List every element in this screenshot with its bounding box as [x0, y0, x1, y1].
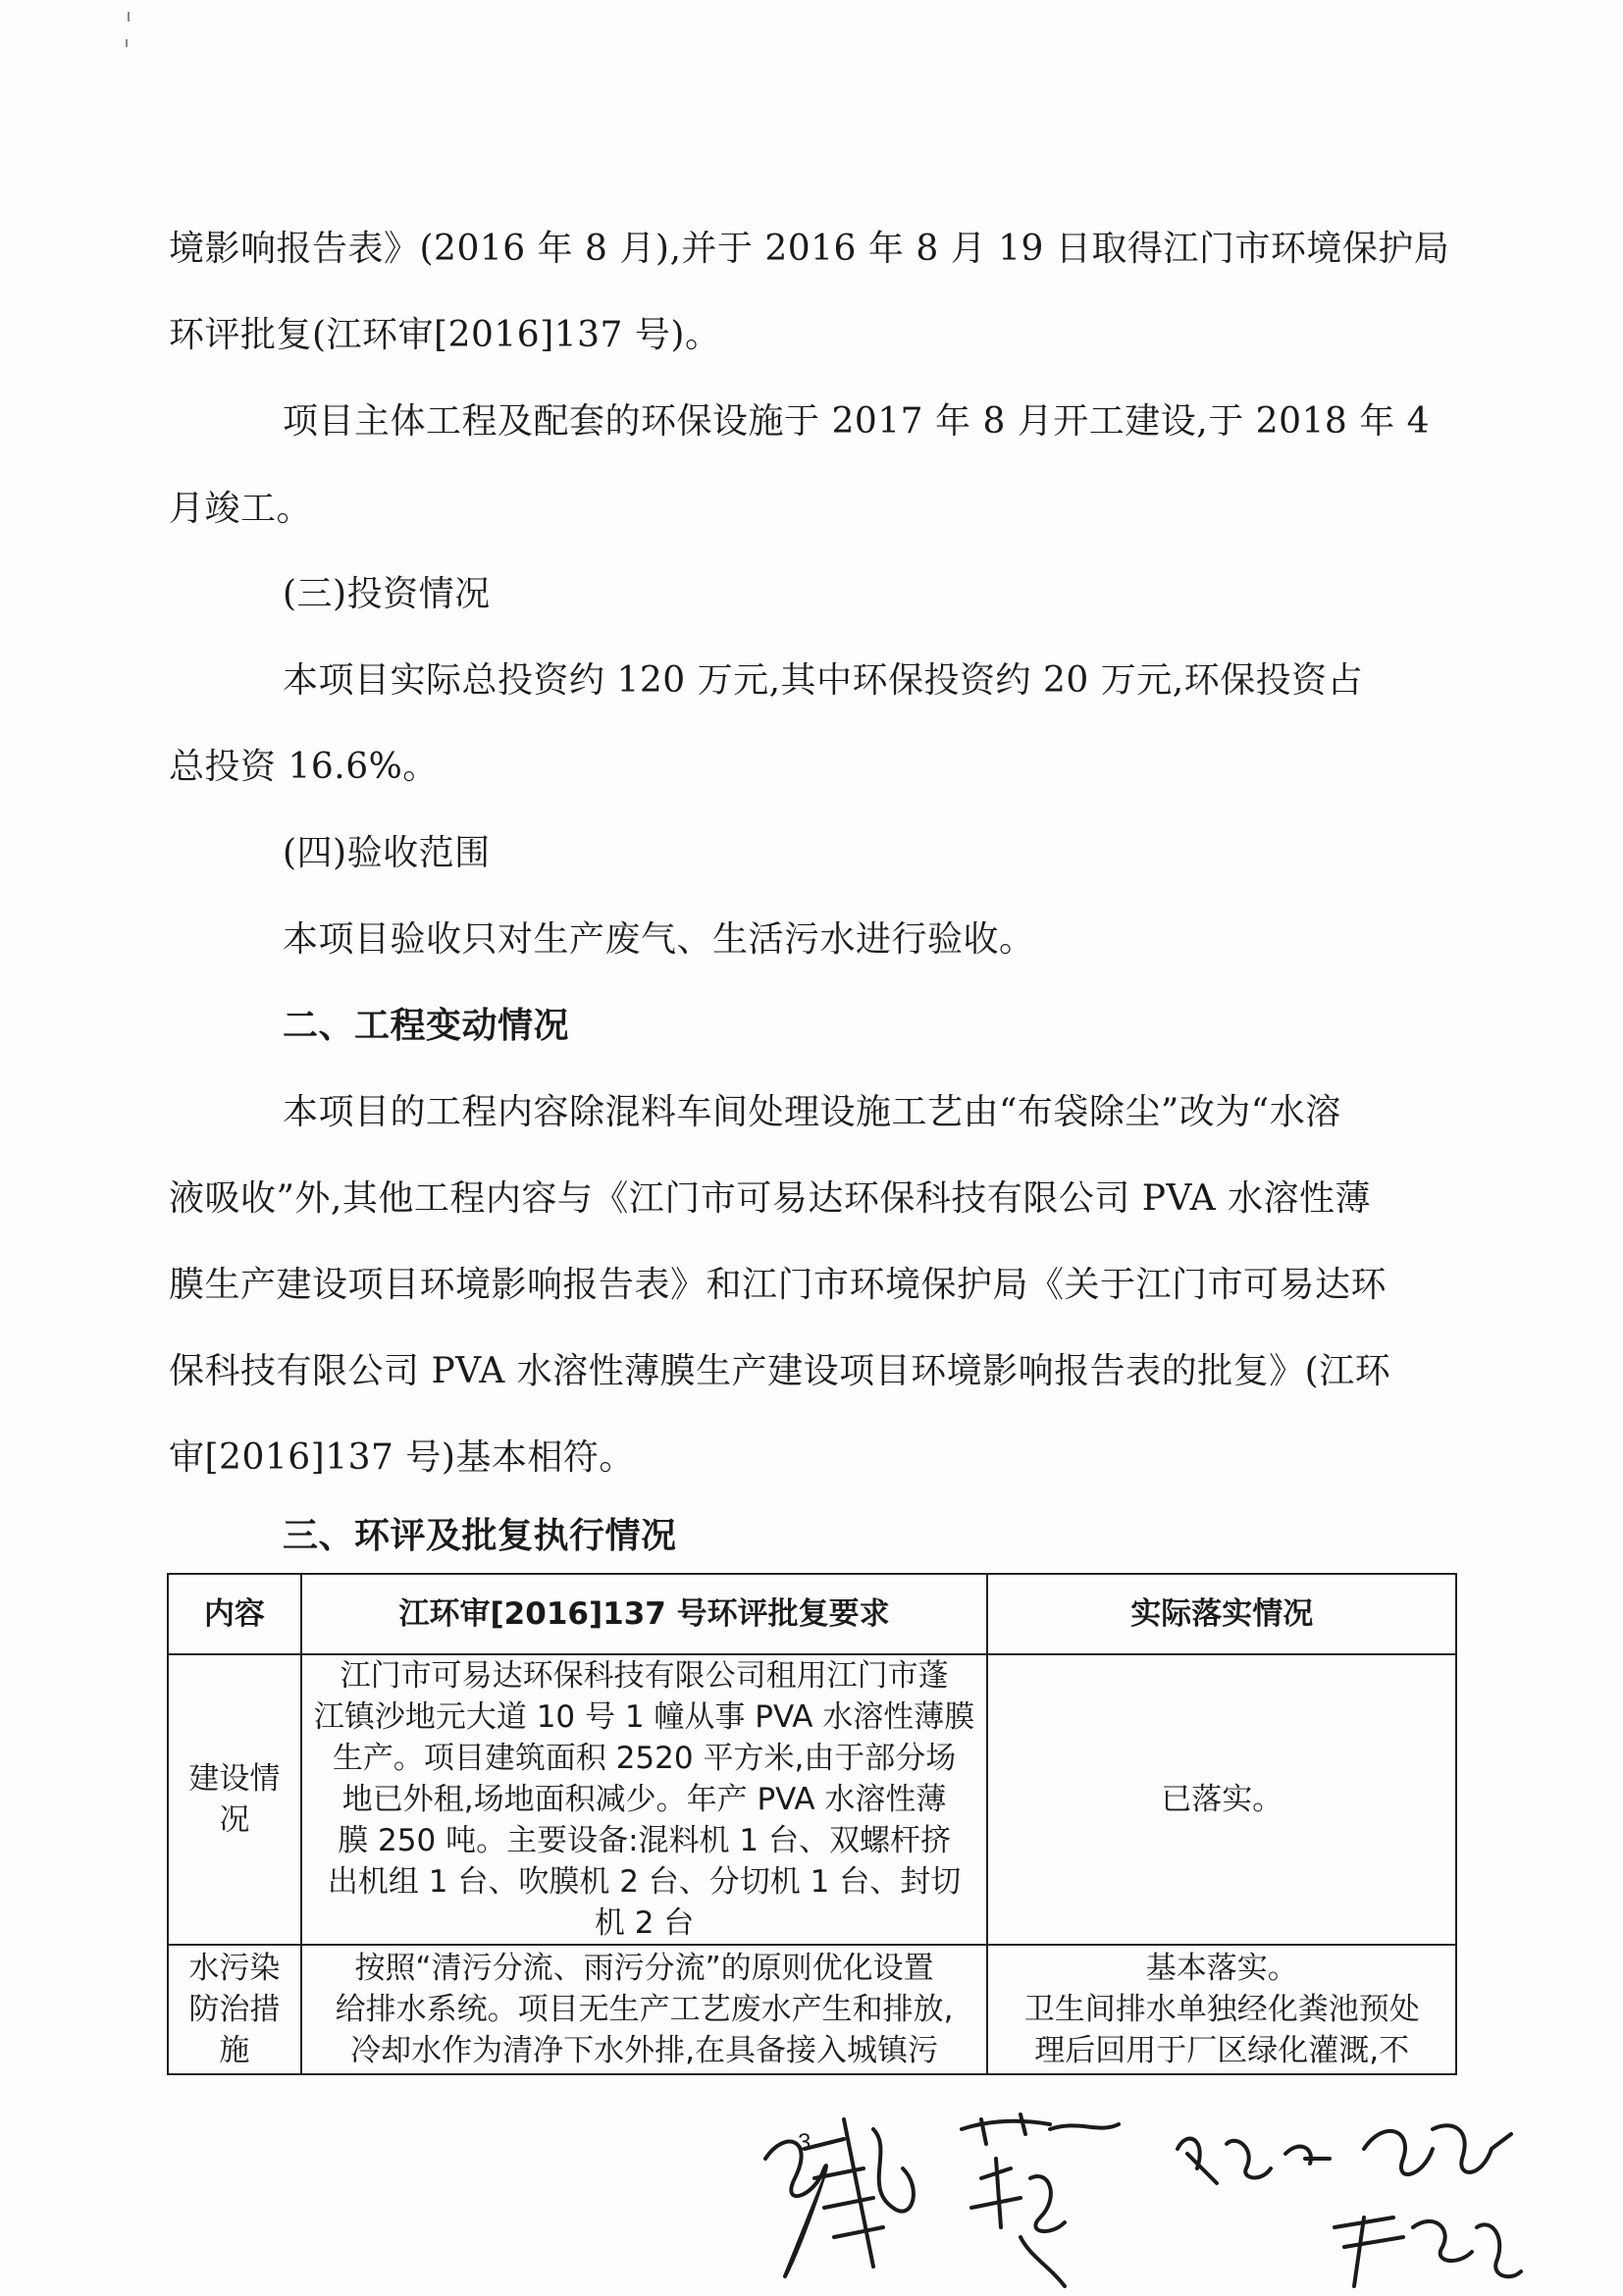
- cell-text-line: 江门市可易达环保科技有限公司租用江门市蓬: [340, 1658, 949, 1694]
- paragraph-line: 本项目的工程内容除混料车间处理设施工艺由“布袋除尘”改为“水溶: [283, 1092, 1341, 1132]
- cell-text-line: 出机组 1 台、吹膜机 2 台、分切机 1 台、封切: [327, 1864, 962, 1900]
- scan-artifact-mark: [128, 12, 130, 22]
- paragraph-line: 本项目实际总投资约 120 万元,其中环保投资约 20 万元,环保投资占: [283, 660, 1364, 701]
- paragraph-line: 境影响报告表》(2016 年 8 月),并于 2016 年 8 月 19 日取得江门市环境保护局: [169, 229, 1450, 269]
- table-header-cell: 江环审[2016]137 号环评批复要求: [301, 1574, 988, 1654]
- signature-stroke: [971, 2159, 1021, 2227]
- cell-text-line: 水污染: [188, 1951, 281, 1986]
- signature-stroke: [1178, 2139, 1217, 2183]
- cell-text-line: 理后回用于厂区绿化灌溉,不: [1034, 2033, 1410, 2068]
- cell-text-line: 江镇沙地元大道 10 号 1 幢从事 PVA 水溶性薄膜: [313, 1699, 975, 1735]
- signature-stroke: [1364, 2131, 1433, 2174]
- paragraph-line: 环评批复(江环审[2016]137 号)。: [169, 315, 721, 355]
- section-heading: 三、环评及批复执行情况: [283, 1516, 677, 1556]
- paragraph-line: 本项目验收只对生产废气、生活污水进行验收。: [283, 919, 1035, 960]
- table-cell-requirement: [301, 1945, 988, 2074]
- section-heading: 二、工程变动情况: [283, 1006, 570, 1046]
- signature-stroke: [873, 2129, 914, 2212]
- table-header-row: [168, 1574, 1456, 1654]
- subsection-heading: (四)验收范围: [283, 833, 491, 873]
- paragraph-line: 液吸收”外,其他工程内容与《江门市可易达环保科技有限公司 PVA 水溶性薄: [169, 1178, 1372, 1219]
- cell-text-line: 已落实。: [1161, 1782, 1283, 1817]
- paragraph-line: 保科技有限公司 PVA 水溶性薄膜生产建设项目环境影响报告表的批复》(江环: [169, 1351, 1391, 1391]
- cell-text-line: 给排水系统。项目无生产工艺废水产生和排放,: [335, 1992, 954, 2027]
- table-header-cell: 内容: [168, 1574, 301, 1654]
- cell-text-line: 按照“清污分流、雨污分流”的原则优化设置: [354, 1951, 934, 1986]
- table-row: [168, 1945, 1456, 2074]
- table-cell-status: [987, 1945, 1456, 2074]
- signature-stroke: [1030, 2176, 1065, 2231]
- signature-stroke: [1227, 2141, 1271, 2178]
- cell-text-line: 施: [219, 2033, 250, 2068]
- table-cell-status: [987, 1654, 1456, 1945]
- cell-text-line: 建设情: [188, 1761, 281, 1797]
- signature-stroke: [765, 2142, 826, 2276]
- signature-stroke: [962, 2121, 1050, 2129]
- paragraph-line: 月竣工。: [169, 489, 313, 529]
- signature-stroke: [844, 2119, 873, 2267]
- table-cell-content: [168, 1945, 301, 2074]
- scan-artifact-mark: [126, 39, 128, 47]
- signature-stroke: [1021, 2237, 1065, 2286]
- paragraph-line: 项目主体工程及配套的环保设施于 2017 年 8 月开工建设,于 2018 年 4: [283, 401, 1431, 442]
- cell-text-line: 卫生间排水单独经化粪池预处: [1023, 1992, 1420, 2027]
- signature-stroke: [805, 2139, 883, 2237]
- table-cell-content: [168, 1654, 301, 1945]
- cell-text-line: 况: [219, 1802, 250, 1838]
- table-row: [168, 1654, 1456, 1945]
- cell-text-line: 膜 250 吨。主要设备:混料机 1 台、双螺杆挤: [338, 1823, 951, 1858]
- paragraph-line: 膜生产建设项目环境影响报告表》和江门市环境保护局《关于江门市可易达环: [169, 1265, 1387, 1305]
- subsection-heading: (三)投资情况: [283, 574, 491, 614]
- page-number: 3: [798, 2129, 812, 2156]
- signature-stroke: [1335, 2218, 1403, 2286]
- signature-stroke: [1050, 2124, 1119, 2129]
- cell-text-line: 基本落实。: [1145, 1951, 1298, 1986]
- cell-text-line: 生产。项目建筑面积 2520 平方米,由于部分场: [332, 1741, 957, 1776]
- handwritten-signatures: [726, 2090, 1531, 2296]
- table-header-cell: 实际落实情况: [987, 1574, 1456, 1654]
- table-cell-requirement: [301, 1654, 988, 1945]
- signature-stroke: [1433, 2125, 1511, 2172]
- paragraph-line: 总投资 16.6%。: [169, 747, 439, 787]
- execution-table: [167, 1573, 1457, 2075]
- signature-stroke: [1413, 2221, 1472, 2261]
- signature-stroke: [1477, 2224, 1521, 2276]
- cell-text-line: 防治措: [188, 1992, 281, 2027]
- paragraph-line: 审[2016]137 号)基本相符。: [169, 1437, 635, 1478]
- cell-text-line: 地已外租,场地面积减少。年产 PVA 水溶性薄: [341, 1782, 947, 1817]
- signature-stroke: [1285, 2147, 1330, 2164]
- signature-stroke: [981, 2114, 1025, 2144]
- cell-text-line: 冷却水作为清净下水外排,在具备接入城镇污: [350, 2033, 938, 2068]
- cell-text-line: 机 2 台: [594, 1905, 695, 1941]
